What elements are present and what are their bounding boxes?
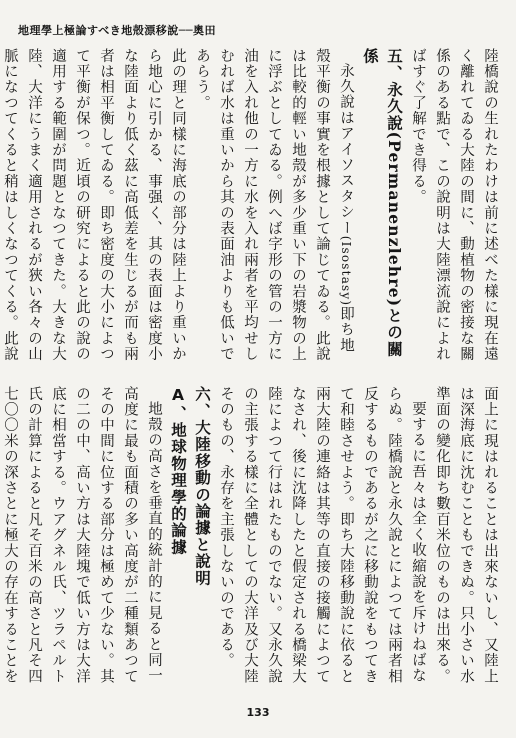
heading-number: A、	[169, 386, 187, 422]
heading-suffix: との關係	[361, 48, 403, 358]
heading-latin: (Permanenzlehre)	[385, 131, 404, 308]
paragraph: 陸橋說の生れたわけは前に述べた樣に現在遠く離れてゐる大陸の間に、動植物の密接な關係のある點で、この說明は大陸漂流說によればすぐ了解でき得る。	[410, 48, 498, 362]
heading-text: 地球物理學的論據	[169, 421, 187, 556]
paragraph-text: 地殼の高さを垂直的統計的に見ると同一高度に最も面積の多い高度が二種類あつてその中間に位する部分は極めて少ない。其の二の中、高い方は大陸塊で低い方は大洋底に相當する。ウアグネル氏、ツラペルト氏の計算によると凡そ百米の高さと凡そ四七〇〇米の深さとに極大の存在することを	[2, 386, 162, 685]
top-text-block	[0, 48, 502, 362]
bottom-text-block	[0, 386, 502, 694]
subsection-heading-a	[166, 386, 190, 694]
section-heading-5	[358, 48, 406, 362]
heading-text: 大陸移動の論據と說明	[193, 419, 211, 587]
paragraph: 面上に現はれることは出來ないし、又陸上は深海底に沈むこともできぬ。只小さい水準面の變化即ち數百米位のものは出來る。	[434, 386, 498, 685]
paragraph-text: 永久說はアイソスタシー	[338, 62, 354, 236]
heading-text: 永久說	[385, 81, 403, 132]
heading-number: 五、	[385, 48, 403, 82]
latin-term: (Isostasy)	[339, 235, 353, 306]
paragraph-text: 即ち地殼平衡の事實を根據として論じてゐる。此說は比較的輕い地殼が多少重い下の岩漿物の上に浮ぶとしてゐる。例へば字形の管の一方に油を入れ他の一方に水を入れ兩者を平均せしむれば水は重いから其の表面油よりも低いであらう。	[194, 48, 354, 362]
running-header: 地理學上極論すべき地殻漂移說──奧田	[18, 24, 217, 37]
paragraph: 要するに吾々は全く收縮說を斥けねばならぬ。陸橋說と永久說とによつては兩者相反するものであるが之に移動說をもつてきて和睦させよう。即ち大陸移動說に依ると兩大陸の連絡は其等の直接の接觸によつてなされ、後に沈降したと假定される橋梁大陸によつて行はれたものでない。又永久說の主張する樣に全體としての大洋及び大陸そのもの、永存を主張しないのである。	[218, 386, 426, 685]
page-number: 133	[246, 706, 270, 719]
paragraph: 此の理と同樣に海底の部分は陸上より重いから地心に引かる、事强く、其の表面は密度小な陸面より低く茲に高低差を生じるが而も兩者は相平衡してゐる。即ち密度の大小によつて平衡が保つ。近頃の研究によると此の說の適用する範圍が問題となつてきた。大きな大陸、大洋にうまく適用されるが狹い各々の山脈になつてくると稍はしくなつてくる。此說	[2, 48, 186, 362]
section-heading-6	[190, 386, 214, 694]
heading-number: 六、	[193, 386, 211, 420]
paragraph	[190, 48, 358, 362]
paragraph	[0, 386, 166, 694]
